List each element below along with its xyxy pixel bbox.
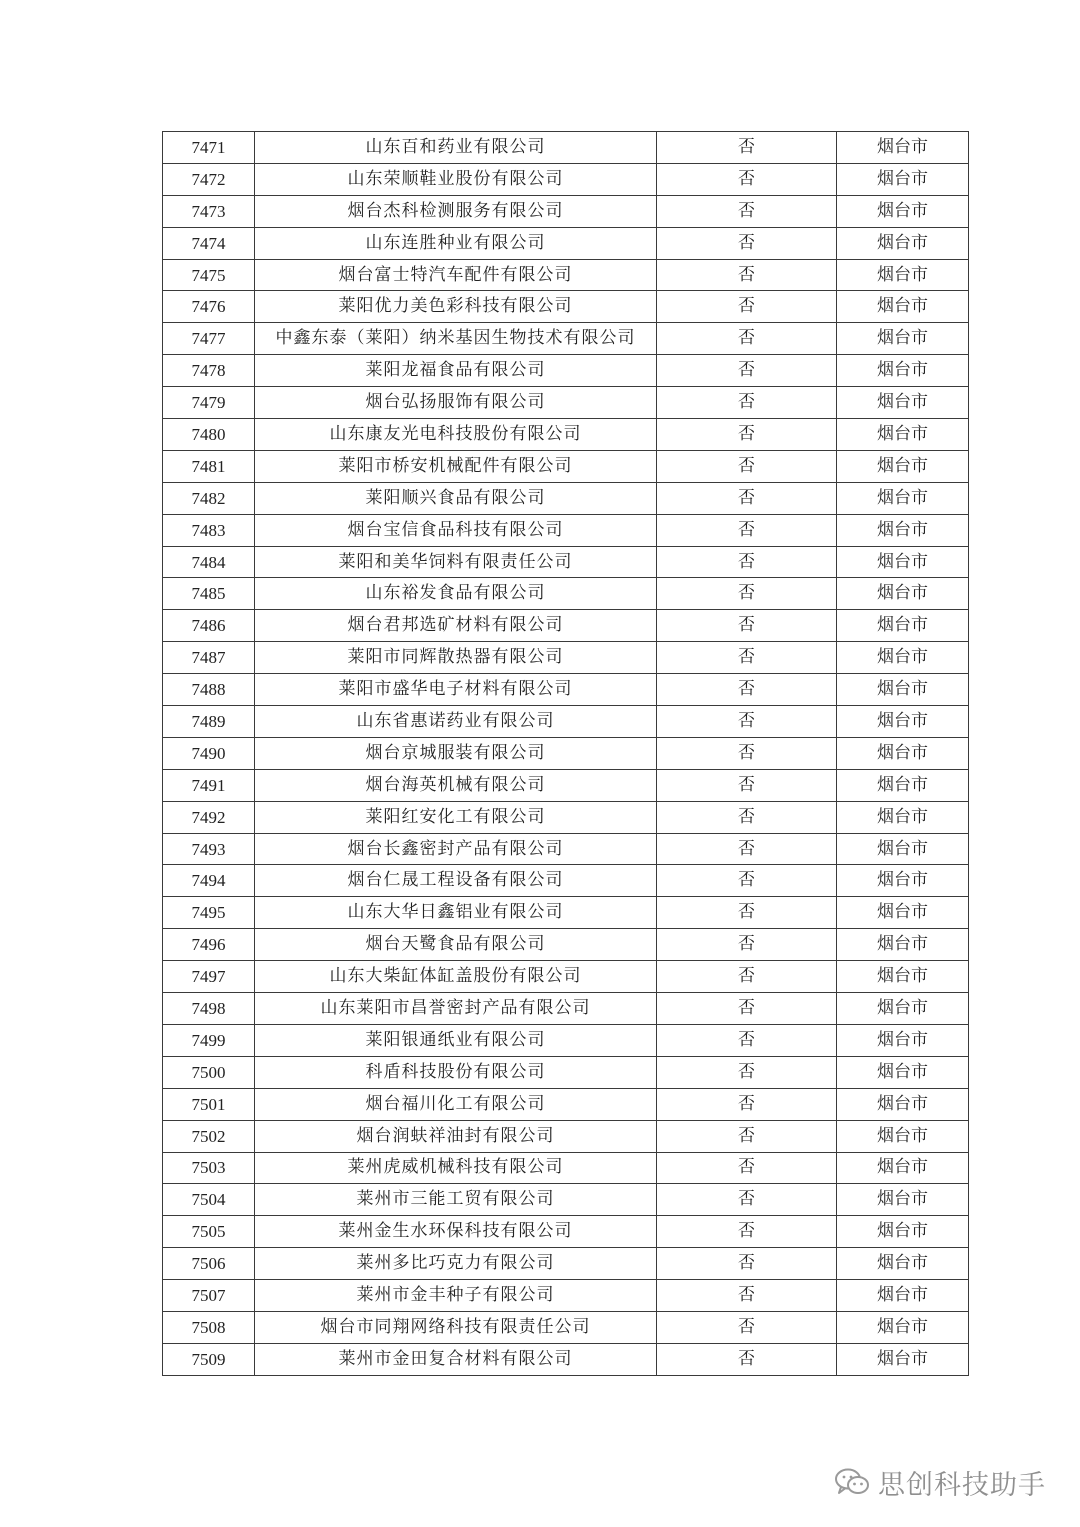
- flag-cell: 否: [657, 1024, 837, 1056]
- watermark-text: 思创科技助手: [878, 1469, 1046, 1501]
- city-cell: 烟台市: [837, 387, 969, 419]
- city-cell: 烟台市: [837, 1343, 969, 1375]
- company-name-cell: 莱阳银通纸业有限公司: [255, 1024, 657, 1056]
- table-row: [163, 514, 969, 546]
- row-number-cell: 7496: [163, 929, 255, 961]
- row-number-cell: 7481: [163, 450, 255, 482]
- flag-cell: 否: [657, 706, 837, 738]
- city-cell: 烟台市: [837, 195, 969, 227]
- flag-cell: 否: [657, 897, 837, 929]
- table-row: [163, 259, 969, 291]
- city-cell: 烟台市: [837, 546, 969, 578]
- city-cell: 烟台市: [837, 291, 969, 323]
- company-name-cell: 莱州市金田复合材料有限公司: [255, 1343, 657, 1375]
- city-cell: 烟台市: [837, 929, 969, 961]
- city-cell: 烟台市: [837, 132, 969, 164]
- city-cell: 烟台市: [837, 259, 969, 291]
- city-cell: 烟台市: [837, 897, 969, 929]
- city-cell: 烟台市: [837, 865, 969, 897]
- company-name-cell: 莱州市三能工贸有限公司: [255, 1184, 657, 1216]
- company-name-cell: 烟台京城服装有限公司: [255, 737, 657, 769]
- table-row: [163, 1280, 969, 1312]
- row-number-cell: 7484: [163, 546, 255, 578]
- company-name-cell: 山东百和药业有限公司: [255, 132, 657, 164]
- table-row: [163, 227, 969, 259]
- flag-cell: 否: [657, 546, 837, 578]
- city-cell: 烟台市: [837, 706, 969, 738]
- flag-cell: 否: [657, 833, 837, 865]
- flag-cell: 否: [657, 929, 837, 961]
- flag-cell: 否: [657, 801, 837, 833]
- city-cell: 烟台市: [837, 482, 969, 514]
- flag-cell: 否: [657, 482, 837, 514]
- company-name-cell: 烟台润蚨祥油封有限公司: [255, 1120, 657, 1152]
- table-row: [163, 1152, 969, 1184]
- table-row: [163, 1216, 969, 1248]
- row-number-cell: 7507: [163, 1280, 255, 1312]
- row-number-cell: 7505: [163, 1216, 255, 1248]
- company-name-cell: 山东康友光电科技股份有限公司: [255, 419, 657, 451]
- flag-cell: 否: [657, 132, 837, 164]
- row-number-cell: 7494: [163, 865, 255, 897]
- city-cell: 烟台市: [837, 323, 969, 355]
- table-row: [163, 132, 969, 164]
- table-row: [163, 450, 969, 482]
- city-cell: 烟台市: [837, 833, 969, 865]
- table-row: [163, 610, 969, 642]
- flag-cell: 否: [657, 163, 837, 195]
- row-number-cell: 7476: [163, 291, 255, 323]
- flag-cell: 否: [657, 1056, 837, 1088]
- table-row: [163, 323, 969, 355]
- table-row: [163, 897, 969, 929]
- company-name-cell: 烟台天鹭食品有限公司: [255, 929, 657, 961]
- flag-cell: 否: [657, 642, 837, 674]
- city-cell: 烟台市: [837, 578, 969, 610]
- flag-cell: 否: [657, 1120, 837, 1152]
- row-number-cell: 7479: [163, 387, 255, 419]
- city-cell: 烟台市: [837, 642, 969, 674]
- city-cell: 烟台市: [837, 227, 969, 259]
- row-number-cell: 7487: [163, 642, 255, 674]
- table-row: [163, 961, 969, 993]
- city-cell: 烟台市: [837, 610, 969, 642]
- table-body: [163, 132, 969, 1376]
- flag-cell: 否: [657, 195, 837, 227]
- city-cell: 烟台市: [837, 674, 969, 706]
- table-row: [163, 674, 969, 706]
- company-name-cell: 莱阳市桥安机械配件有限公司: [255, 450, 657, 482]
- flag-cell: 否: [657, 291, 837, 323]
- row-number-cell: 7495: [163, 897, 255, 929]
- row-number-cell: 7498: [163, 993, 255, 1025]
- flag-cell: 否: [657, 259, 837, 291]
- table-row: [163, 929, 969, 961]
- flag-cell: 否: [657, 961, 837, 993]
- table-row: [163, 482, 969, 514]
- city-cell: 烟台市: [837, 1120, 969, 1152]
- company-name-cell: 烟台市同翔网络科技有限责任公司: [255, 1311, 657, 1343]
- row-number-cell: 7485: [163, 578, 255, 610]
- flag-cell: 否: [657, 355, 837, 387]
- row-number-cell: 7477: [163, 323, 255, 355]
- table-row: [163, 387, 969, 419]
- company-name-cell: 烟台长鑫密封产品有限公司: [255, 833, 657, 865]
- city-cell: 烟台市: [837, 1056, 969, 1088]
- table-row: [163, 355, 969, 387]
- table-row: [163, 642, 969, 674]
- company-name-cell: 莱阳龙福食品有限公司: [255, 355, 657, 387]
- company-name-cell: 莱州多比巧克力有限公司: [255, 1248, 657, 1280]
- row-number-cell: 7478: [163, 355, 255, 387]
- city-cell: 烟台市: [837, 1152, 969, 1184]
- company-name-cell: 山东裕发食品有限公司: [255, 578, 657, 610]
- city-cell: 烟台市: [837, 801, 969, 833]
- wechat-icon: [834, 1467, 870, 1497]
- row-number-cell: 7492: [163, 801, 255, 833]
- company-name-cell: 烟台宝信食品科技有限公司: [255, 514, 657, 546]
- table-row: [163, 993, 969, 1025]
- city-cell: 烟台市: [837, 1024, 969, 1056]
- table-row: [163, 578, 969, 610]
- company-name-cell: 山东连胜种业有限公司: [255, 227, 657, 259]
- row-number-cell: 7504: [163, 1184, 255, 1216]
- row-number-cell: 7486: [163, 610, 255, 642]
- company-name-cell: 山东大华日鑫铝业有限公司: [255, 897, 657, 929]
- watermark: [834, 1462, 1046, 1502]
- table-row: [163, 1343, 969, 1375]
- flag-cell: 否: [657, 865, 837, 897]
- city-cell: 烟台市: [837, 163, 969, 195]
- company-name-cell: 烟台君邦选矿材料有限公司: [255, 610, 657, 642]
- row-number-cell: 7506: [163, 1248, 255, 1280]
- row-number-cell: 7501: [163, 1088, 255, 1120]
- company-name-cell: 莱州虎威机械科技有限公司: [255, 1152, 657, 1184]
- row-number-cell: 7502: [163, 1120, 255, 1152]
- row-number-cell: 7493: [163, 833, 255, 865]
- row-number-cell: 7500: [163, 1056, 255, 1088]
- flag-cell: 否: [657, 1343, 837, 1375]
- company-name-cell: 莱阳顺兴食品有限公司: [255, 482, 657, 514]
- city-cell: 烟台市: [837, 419, 969, 451]
- flag-cell: 否: [657, 1248, 837, 1280]
- flag-cell: 否: [657, 514, 837, 546]
- city-cell: 烟台市: [837, 514, 969, 546]
- flag-cell: 否: [657, 1184, 837, 1216]
- row-number-cell: 7499: [163, 1024, 255, 1056]
- flag-cell: 否: [657, 227, 837, 259]
- company-name-cell: 科盾科技股份有限公司: [255, 1056, 657, 1088]
- table-row: [163, 1088, 969, 1120]
- city-cell: 烟台市: [837, 1280, 969, 1312]
- row-number-cell: 7472: [163, 163, 255, 195]
- city-cell: 烟台市: [837, 993, 969, 1025]
- company-name-cell: 山东荣顺鞋业股份有限公司: [255, 163, 657, 195]
- company-name-cell: 莱阳市盛华电子材料有限公司: [255, 674, 657, 706]
- city-cell: 烟台市: [837, 450, 969, 482]
- company-name-cell: 山东莱阳市昌誉密封产品有限公司: [255, 993, 657, 1025]
- flag-cell: 否: [657, 419, 837, 451]
- table-row: [163, 865, 969, 897]
- row-number-cell: 7497: [163, 961, 255, 993]
- city-cell: 烟台市: [837, 1184, 969, 1216]
- row-number-cell: 7471: [163, 132, 255, 164]
- table-row: [163, 1311, 969, 1343]
- row-number-cell: 7509: [163, 1343, 255, 1375]
- row-number-cell: 7489: [163, 706, 255, 738]
- table-row: [163, 1056, 969, 1088]
- company-name-cell: 莱阳红安化工有限公司: [255, 801, 657, 833]
- city-cell: 烟台市: [837, 737, 969, 769]
- row-number-cell: 7483: [163, 514, 255, 546]
- row-number-cell: 7491: [163, 769, 255, 801]
- flag-cell: 否: [657, 323, 837, 355]
- flag-cell: 否: [657, 737, 837, 769]
- table-row: [163, 1120, 969, 1152]
- company-name-cell: 烟台杰科检测服务有限公司: [255, 195, 657, 227]
- row-number-cell: 7474: [163, 227, 255, 259]
- table-row: [163, 195, 969, 227]
- company-name-cell: 莱州金生水环保科技有限公司: [255, 1216, 657, 1248]
- table-row: [163, 706, 969, 738]
- flag-cell: 否: [657, 993, 837, 1025]
- table-row: [163, 291, 969, 323]
- company-name-cell: 烟台弘扬服饰有限公司: [255, 387, 657, 419]
- flag-cell: 否: [657, 450, 837, 482]
- company-name-cell: 中鑫东泰（莱阳）纳米基因生物技术有限公司: [255, 323, 657, 355]
- row-number-cell: 7482: [163, 482, 255, 514]
- flag-cell: 否: [657, 610, 837, 642]
- city-cell: 烟台市: [837, 1088, 969, 1120]
- table-row: [163, 833, 969, 865]
- company-name-cell: 烟台福川化工有限公司: [255, 1088, 657, 1120]
- table-row: [163, 1024, 969, 1056]
- table-row: [163, 419, 969, 451]
- flag-cell: 否: [657, 387, 837, 419]
- city-cell: 烟台市: [837, 355, 969, 387]
- flag-cell: 否: [657, 1152, 837, 1184]
- company-name-cell: 莱州市金丰种子有限公司: [255, 1280, 657, 1312]
- row-number-cell: 7473: [163, 195, 255, 227]
- row-number-cell: 7508: [163, 1311, 255, 1343]
- company-name-cell: 山东省惠诺药业有限公司: [255, 706, 657, 738]
- company-table: [162, 131, 969, 1376]
- table-row: [163, 1184, 969, 1216]
- company-name-cell: 山东大柴缸体缸盖股份有限公司: [255, 961, 657, 993]
- flag-cell: 否: [657, 1088, 837, 1120]
- company-name-cell: 烟台海英机械有限公司: [255, 769, 657, 801]
- flag-cell: 否: [657, 578, 837, 610]
- company-name-cell: 烟台富士特汽车配件有限公司: [255, 259, 657, 291]
- city-cell: 烟台市: [837, 1216, 969, 1248]
- city-cell: 烟台市: [837, 1311, 969, 1343]
- row-number-cell: 7488: [163, 674, 255, 706]
- company-name-cell: 莱阳优力美色彩科技有限公司: [255, 291, 657, 323]
- row-number-cell: 7475: [163, 259, 255, 291]
- city-cell: 烟台市: [837, 961, 969, 993]
- flag-cell: 否: [657, 1216, 837, 1248]
- table-row: [163, 737, 969, 769]
- flag-cell: 否: [657, 1311, 837, 1343]
- table-row: [163, 1248, 969, 1280]
- flag-cell: 否: [657, 674, 837, 706]
- table-row: [163, 546, 969, 578]
- city-cell: 烟台市: [837, 769, 969, 801]
- company-name-cell: 烟台仁晟工程设备有限公司: [255, 865, 657, 897]
- row-number-cell: 7490: [163, 737, 255, 769]
- flag-cell: 否: [657, 1280, 837, 1312]
- table-row: [163, 801, 969, 833]
- company-name-cell: 莱阳和美华饲料有限责任公司: [255, 546, 657, 578]
- table-row: [163, 769, 969, 801]
- row-number-cell: 7503: [163, 1152, 255, 1184]
- row-number-cell: 7480: [163, 419, 255, 451]
- company-name-cell: 莱阳市同辉散热器有限公司: [255, 642, 657, 674]
- table-row: [163, 163, 969, 195]
- city-cell: 烟台市: [837, 1248, 969, 1280]
- flag-cell: 否: [657, 769, 837, 801]
